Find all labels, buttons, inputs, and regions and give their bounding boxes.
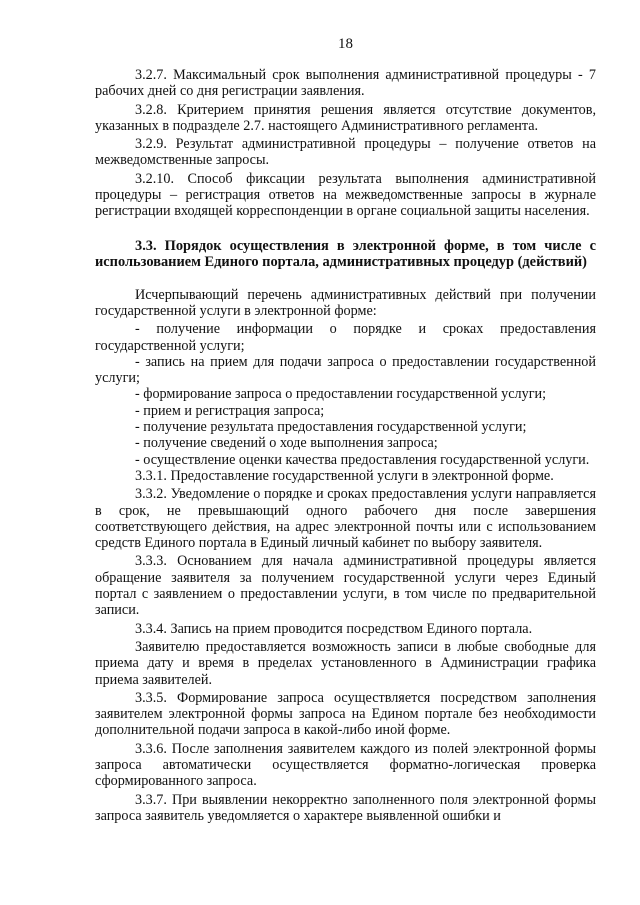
list-item: - осуществление оценки качества предоставления государственной услуги. — [135, 451, 590, 468]
paragraph-3-3-7: 3.3.7. При выявлении некорректно заполненного поля электронной формы запроса заявитель уведомляется о характере выявленной ошибки и — [95, 791, 596, 824]
paragraph-3-2-10: 3.2.10. Способ фиксации результата выполнения административной процедуры – регистрация ответов на межведомственные запросы в журнале регистрации входящей корреспонденции в органе социальной защиты населения. — [95, 170, 596, 220]
list-item: - запись на прием для подачи запроса о предоставлении государственной услуги; — [95, 353, 596, 387]
paragraph-3-2-7: 3.2.7. Максимальный срок выполнения административной процедуры - 7 рабочих дней со дня регистрации заявления. — [95, 67, 596, 100]
paragraph-appointment-note: Заявителю предоставляется возможность записи в любые свободные для приема дату и время в пределах установленного в Администрации графика приема заявителей. — [95, 638, 596, 688]
paragraph-3-3-5: 3.3.5. Формирование запроса осуществляется посредством заполнения заявителем электронной формы запроса на Едином портале без необходимости дополнительной подачи запроса в какой-либо иной форме. — [95, 689, 596, 739]
paragraph-3-2-9: 3.2.9. Результат административной процедуры – получение ответов на межведомственные запросы. — [95, 136, 596, 169]
paragraph-3-3-4: 3.3.4. Запись на прием проводится посредством Единого портала. — [135, 620, 533, 637]
list-intro: Исчерпывающий перечень административных действий при получении государственной услуги в электронной форме: — [95, 286, 596, 319]
paragraph-3-3-2: 3.3.2. Уведомление о порядке и сроках предоставления услуги направляется в срок, не превышающий одного рабочего дня после завершения соответствующего действия, на адрес электронной почты или с использованием средств Единого портала в Единый личный кабинет по выбору заявителя. — [95, 486, 596, 552]
section-heading-3-3: 3.3. Порядок осуществления в электронной форме, в том числе с использованием Единого портала, административных процедур (действий) — [95, 237, 596, 271]
paragraph-3-3-3: 3.3.3. Основанием для начала административной процедуры является обращение заявителя за получением государственной услуги через Единый портал с заявлением о предоставлении услуги, в том числе по предварительной записи. — [95, 553, 596, 619]
list-item: - получение сведений о ходе выполнения запроса; — [135, 435, 438, 452]
list-item: - прием и регистрация запроса; — [135, 402, 325, 419]
paragraph-3-2-8: 3.2.8. Критерием принятия решения является отсутствие документов, указанных в подразделе 2.7. настоящего Административного регламента. — [95, 101, 596, 134]
list-item: - получение результата предоставления государственной услуги; — [135, 419, 527, 436]
paragraph-3-3-1: 3.3.1. Предоставление государственной услуги в электронной форме. — [135, 467, 554, 484]
list-item: - формирование запроса о предоставлении государственной услуги; — [135, 386, 547, 403]
paragraph-3-3-6: 3.3.6. После заполнения заявителем каждого из полей электронной формы запроса автоматически осуществляется форматно-логическая проверка сформированного запроса. — [95, 740, 596, 790]
list-item: - получение информации о порядке и сроках предоставления государственной услуги; — [95, 321, 596, 354]
page-number: 18 — [338, 36, 353, 52]
